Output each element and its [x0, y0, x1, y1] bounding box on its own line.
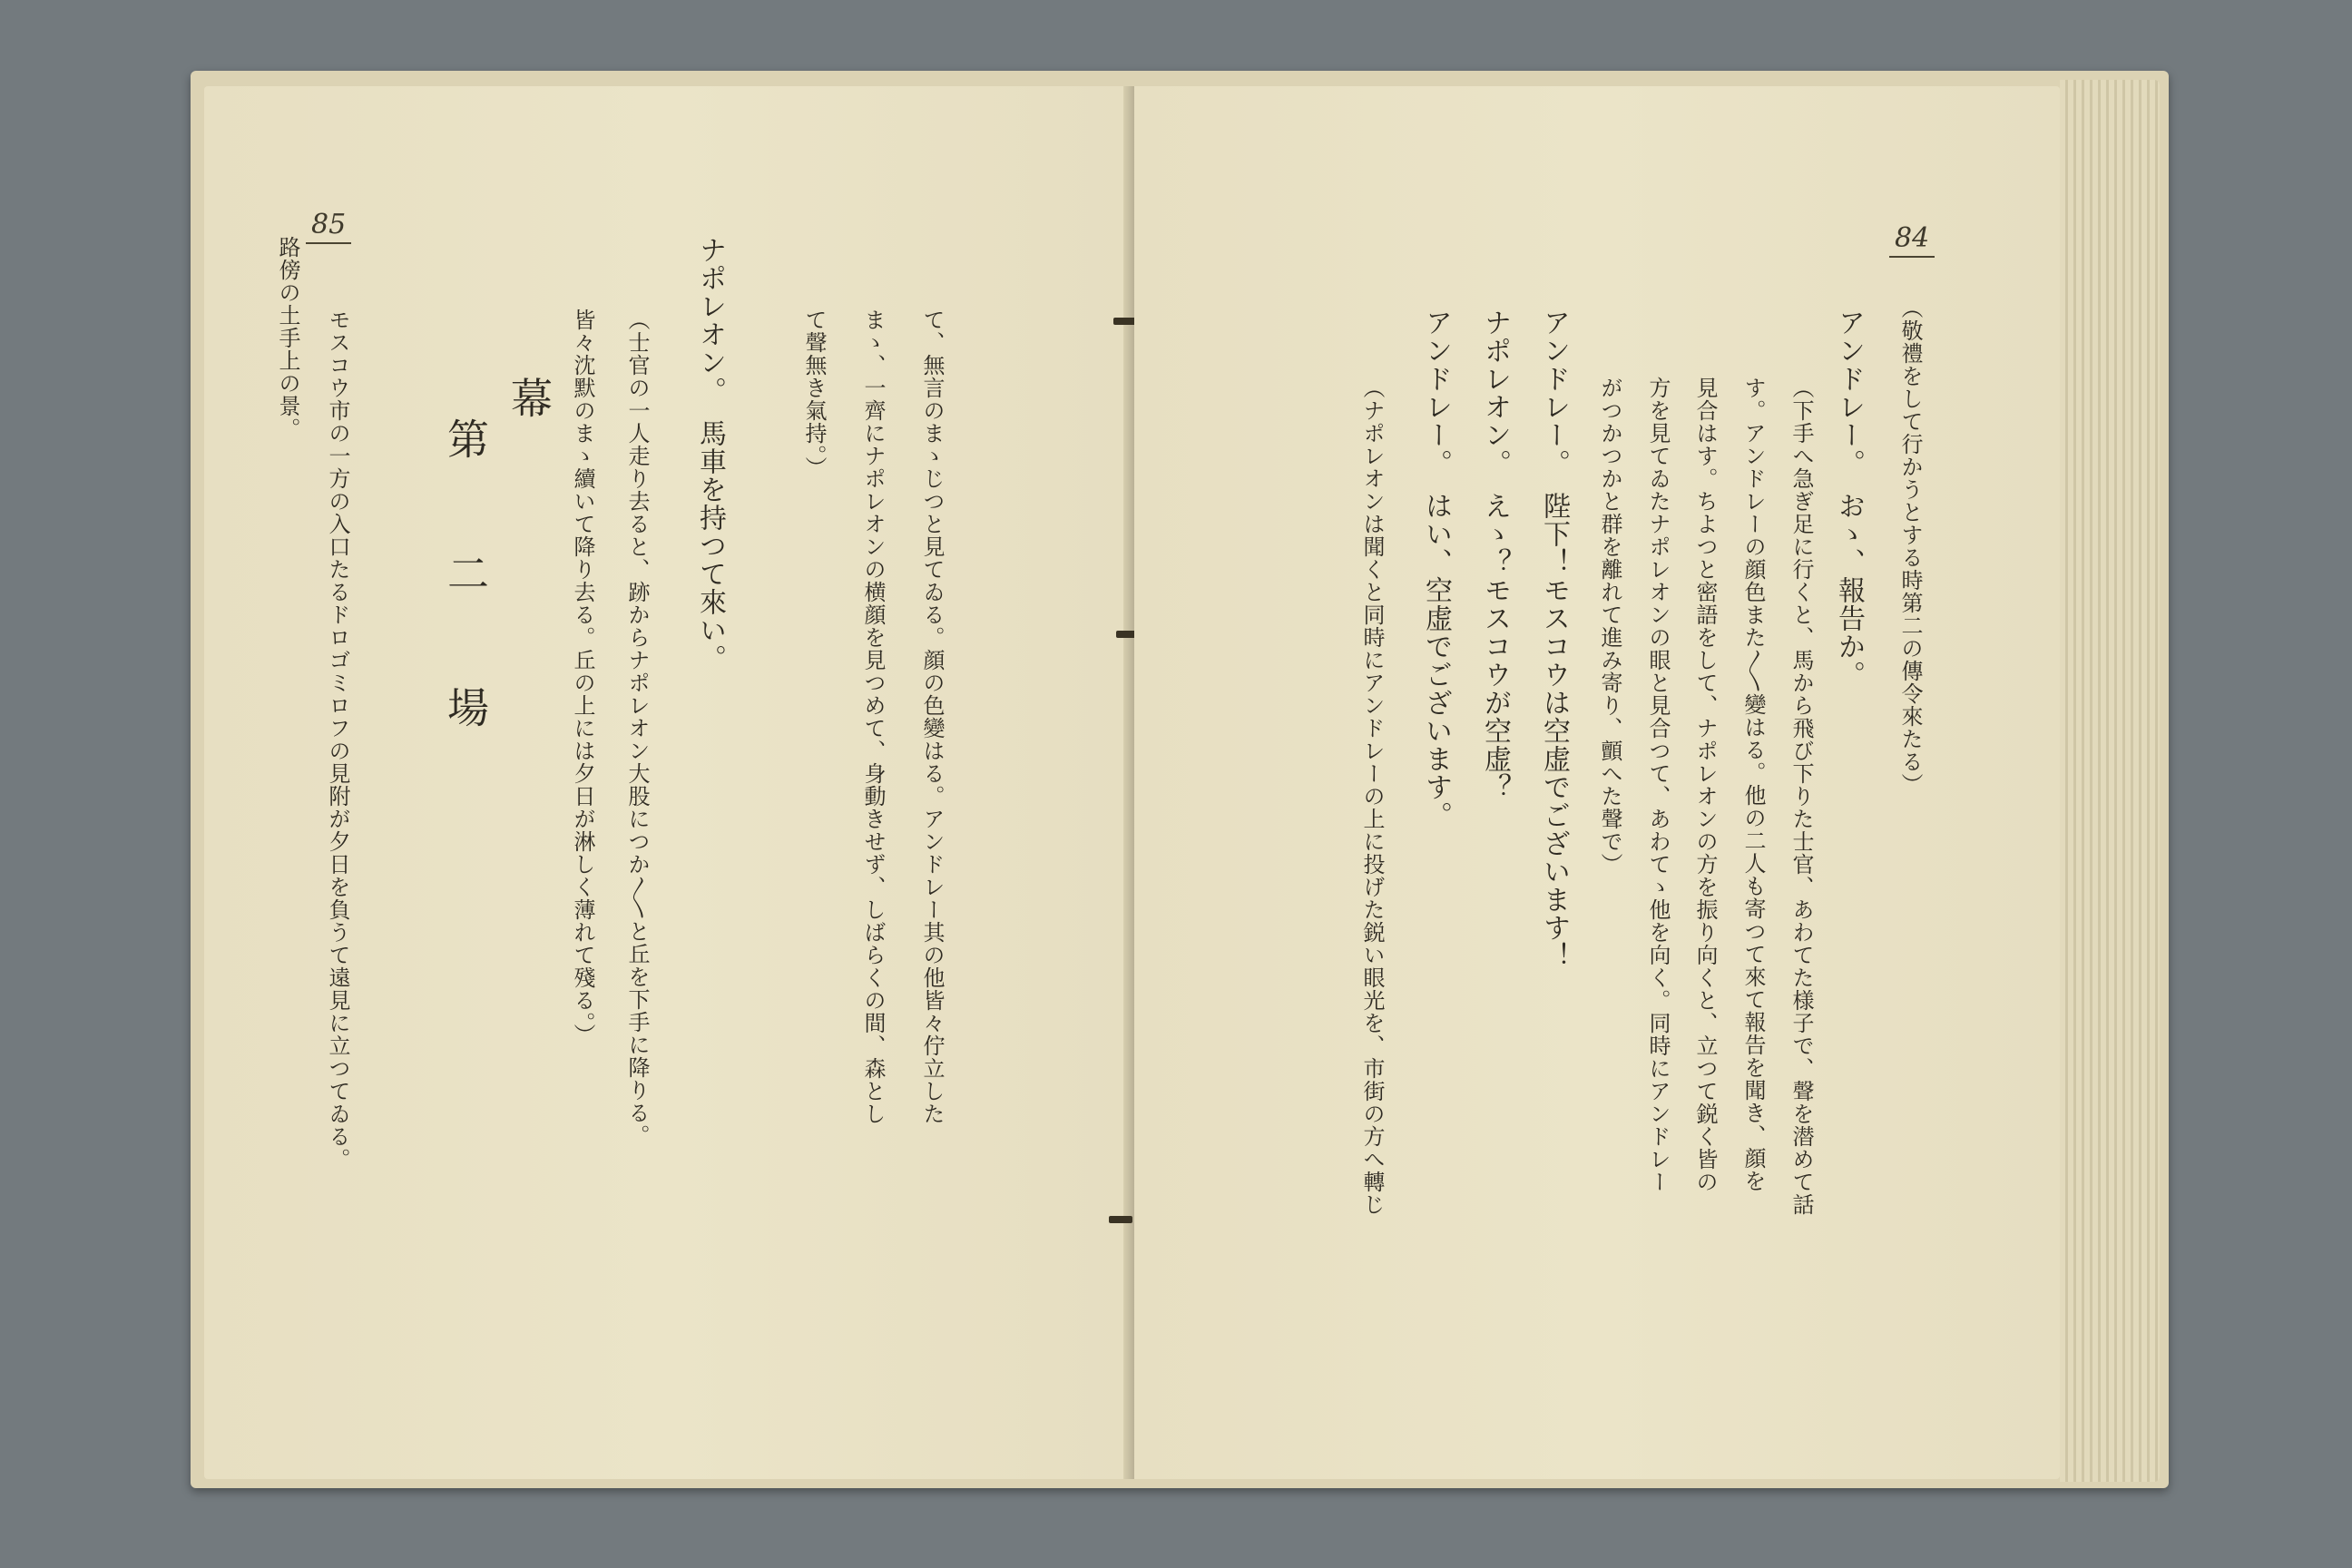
left-line-9: モスコウ市の一方の入口たるドロゴミロフの見附が夕日を負うて遠見に立つてゐる。: [325, 309, 350, 1171]
right-line-4: す。アンドレーの顔色また〱變はる。他の二人も寄つて來て報告を聞き、顔を: [1740, 377, 1766, 1192]
right-line-3: （下手へ急ぎ足に行くと、馬から飛び下りた士官、あわてた様子で、聲を潜めて話: [1788, 377, 1814, 1216]
right-line-10: アンドレー。 はい、空虚でございます。: [1420, 309, 1452, 829]
right-page: [1134, 86, 2060, 1479]
binding-stitch: [1109, 1216, 1132, 1223]
left-line-4: ナポレオン。 馬車を持つて來い。: [694, 236, 726, 672]
left-line-10: 路傍の土手上の景。: [275, 236, 300, 440]
right-line-5: 見合はす。ちよつと密語をして、ナポレオンの方を振り向くと、立つて鋭く皆の: [1692, 377, 1718, 1193]
page-number-right: 84: [1889, 222, 1935, 258]
right-line-9: ナポレオン。 えゝ？モスコウが空虚？: [1479, 309, 1511, 801]
left-page: [204, 86, 1130, 1479]
right-line-2: アンドレー。 おゝ、報告か。: [1833, 309, 1865, 689]
left-line-5: （士官の一人走り去ると、跡からナポレオン大股につか〱と丘を下手に降りる。: [624, 309, 650, 1147]
page-number-left: 85: [306, 209, 351, 244]
scene-heading: 第 二 場: [441, 417, 490, 753]
left-line-2: まゝ、一齊にナポレオンの横顔を見つめて、身動きせず、しばらくの間、森とし: [860, 309, 886, 1125]
right-line-1: （敬禮をして行かうとする時第二の傳令來たる）: [1897, 297, 1923, 796]
left-line-6: 皆々沈默のまゝ續いて降り去る。丘の上には夕日が淋しく薄れて殘る。）: [570, 309, 595, 1046]
curtain-heading: 幕: [505, 377, 554, 444]
right-line-8: アンドレー。 陛下！モスコウは空虚でございます！: [1538, 309, 1570, 970]
right-line-6: 方を見てゐたナポレオンの眼と見合つて、あわてゝ他を向く。同時にアンドレー: [1645, 377, 1671, 1193]
left-line-3: て聲無き氣持。）: [801, 309, 827, 479]
right-line-7: がつかつかと群を離れて進み寄り、顫へた聲で）: [1597, 377, 1622, 876]
left-line-1: て、無言のまゝじつと見てゐる。顔の色變はる。アンドレー其の他皆々佇立した: [919, 309, 945, 1125]
right-line-11: （ナポレオンは聞くと同時にアンドレーの上に投げた鋭い眼光を、市街の方へ轉じ: [1359, 377, 1385, 1216]
page-edges: [2060, 80, 2160, 1482]
